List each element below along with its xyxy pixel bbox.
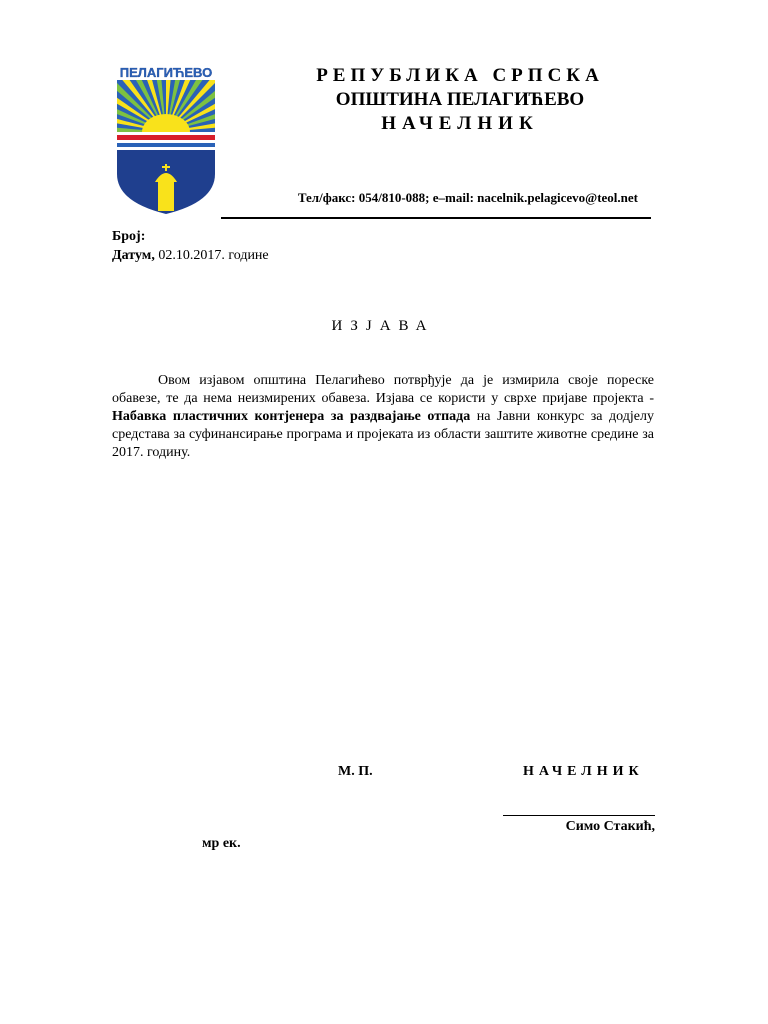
date-value: 02.10.2017. године: [154, 248, 269, 263]
signer-title: мр ек.: [202, 836, 241, 851]
signature-line: [503, 815, 655, 816]
signer-office-label: НАЧЕЛНИК: [523, 764, 644, 779]
contact-line: Тел/факс: 054/810-088; e–mail: nacelnik.pelagicevo@teol.net: [297, 190, 638, 205]
statement-project-name: Набавка пластичних контјенера за раздвајање отпада: [112, 409, 471, 424]
crest-label: ПЕЛАГИЋЕВО: [119, 65, 213, 80]
crest-emblem-icon: [112, 64, 220, 216]
document-title: ИЗЈАВА: [331, 318, 435, 334]
municipality-crest: [112, 64, 220, 216]
statement-text-part2: на Јавни конкурс за додјелу средстава за суфинансирање програма и пројеката из области заштите животне средине за 2017. годину.: [112, 409, 654, 460]
header-divider: [221, 217, 651, 219]
reference-number-label: Број:: [112, 229, 146, 244]
stamp-place-label: М. П.: [338, 764, 373, 779]
date-line: [112, 248, 269, 264]
header-municipality: ОПШТИНА ПЕЛАГИЋЕВО: [335, 89, 585, 110]
signer-name: Симо Стакић,: [565, 819, 655, 834]
statement-paragraph: [112, 372, 654, 462]
date-label: Датум,: [112, 248, 155, 263]
header-republic: РЕПУБЛИКА СРПСКА: [316, 65, 604, 86]
statement-text-part1: Овом изјавом општина Пелагићево потврђује да је измирила своје пореске обавезе, те да нема неизмирених обавеза. Изјава се користи у сврхе пријаве пројекта -: [112, 373, 654, 406]
header-office: НАЧЕЛНИК: [381, 113, 539, 134]
